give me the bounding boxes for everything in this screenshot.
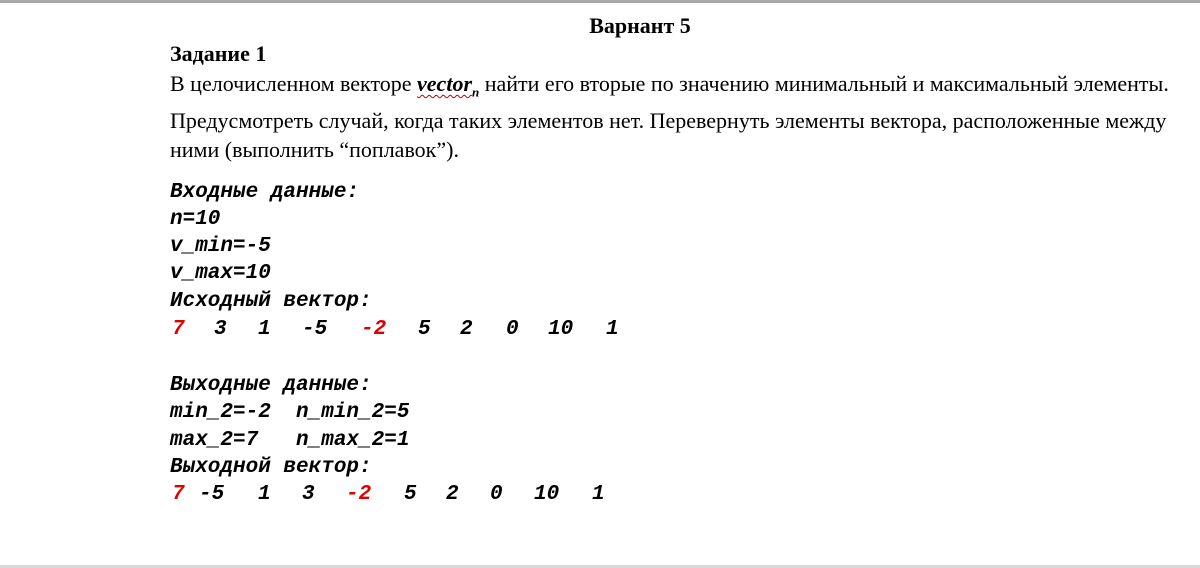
task-description (170, 69, 1180, 164)
output-vector-item: -5 (199, 483, 225, 506)
input-vector-item: 0 (506, 318, 519, 341)
output-vector-item: 0 (490, 483, 503, 506)
output-vector-item: 5 (404, 483, 417, 506)
vector-name (417, 71, 480, 100)
task-text-before: В целочисленном векторе (170, 71, 418, 96)
input-vector-item: 10 (548, 318, 574, 341)
page-title: Варнант 5 (589, 13, 691, 38)
input-v-min: v_min=-5 (170, 235, 271, 258)
input-vector-item: 2 (460, 318, 473, 341)
input-vector-item: -5 (302, 318, 328, 341)
output-vector-item: -2 (346, 483, 372, 506)
output-min-line: min_2=-2 n_min_2=5 (170, 401, 410, 424)
input-vector-item: 1 (258, 318, 271, 341)
input-vector-item: 5 (418, 318, 431, 341)
output-heading: Выходные данные: (170, 374, 372, 397)
output-vector-item: 7 (172, 483, 185, 506)
output-vector-item: 2 (446, 483, 459, 506)
task-text-after: найти его вторые по значению минимальный и максимальный элементы. Предусмотреть случай, когда таких элементов нет. Перевернуть элементы вектора, расположенные между ними (выполнить “поплавок”). (170, 71, 1169, 163)
input-vector-item: 3 (214, 318, 227, 341)
input-vector-item: 7 (172, 318, 185, 341)
input-heading: Входные данные: (170, 181, 360, 204)
input-vector-item: -2 (361, 318, 387, 341)
output-vector-item: 10 (534, 483, 560, 506)
task-heading: Задание 1 (170, 41, 267, 66)
output-vector-item: 1 (258, 483, 271, 506)
input-vector-heading: Исходный вектор: (170, 290, 372, 313)
input-v-max: v_max=10 (170, 262, 271, 285)
output-vector-item: 1 (592, 483, 605, 506)
vector-name-main: vector (417, 71, 472, 96)
input-vector-item: 1 (606, 318, 619, 341)
output-vector-heading: Выходной вектор: (170, 456, 372, 479)
input-n: n=10 (170, 208, 221, 231)
vector-name-subscript: n (472, 84, 480, 100)
output-vector-item: 3 (302, 483, 315, 506)
output-max-line: max_2=7 n_max_2=1 (170, 429, 410, 452)
